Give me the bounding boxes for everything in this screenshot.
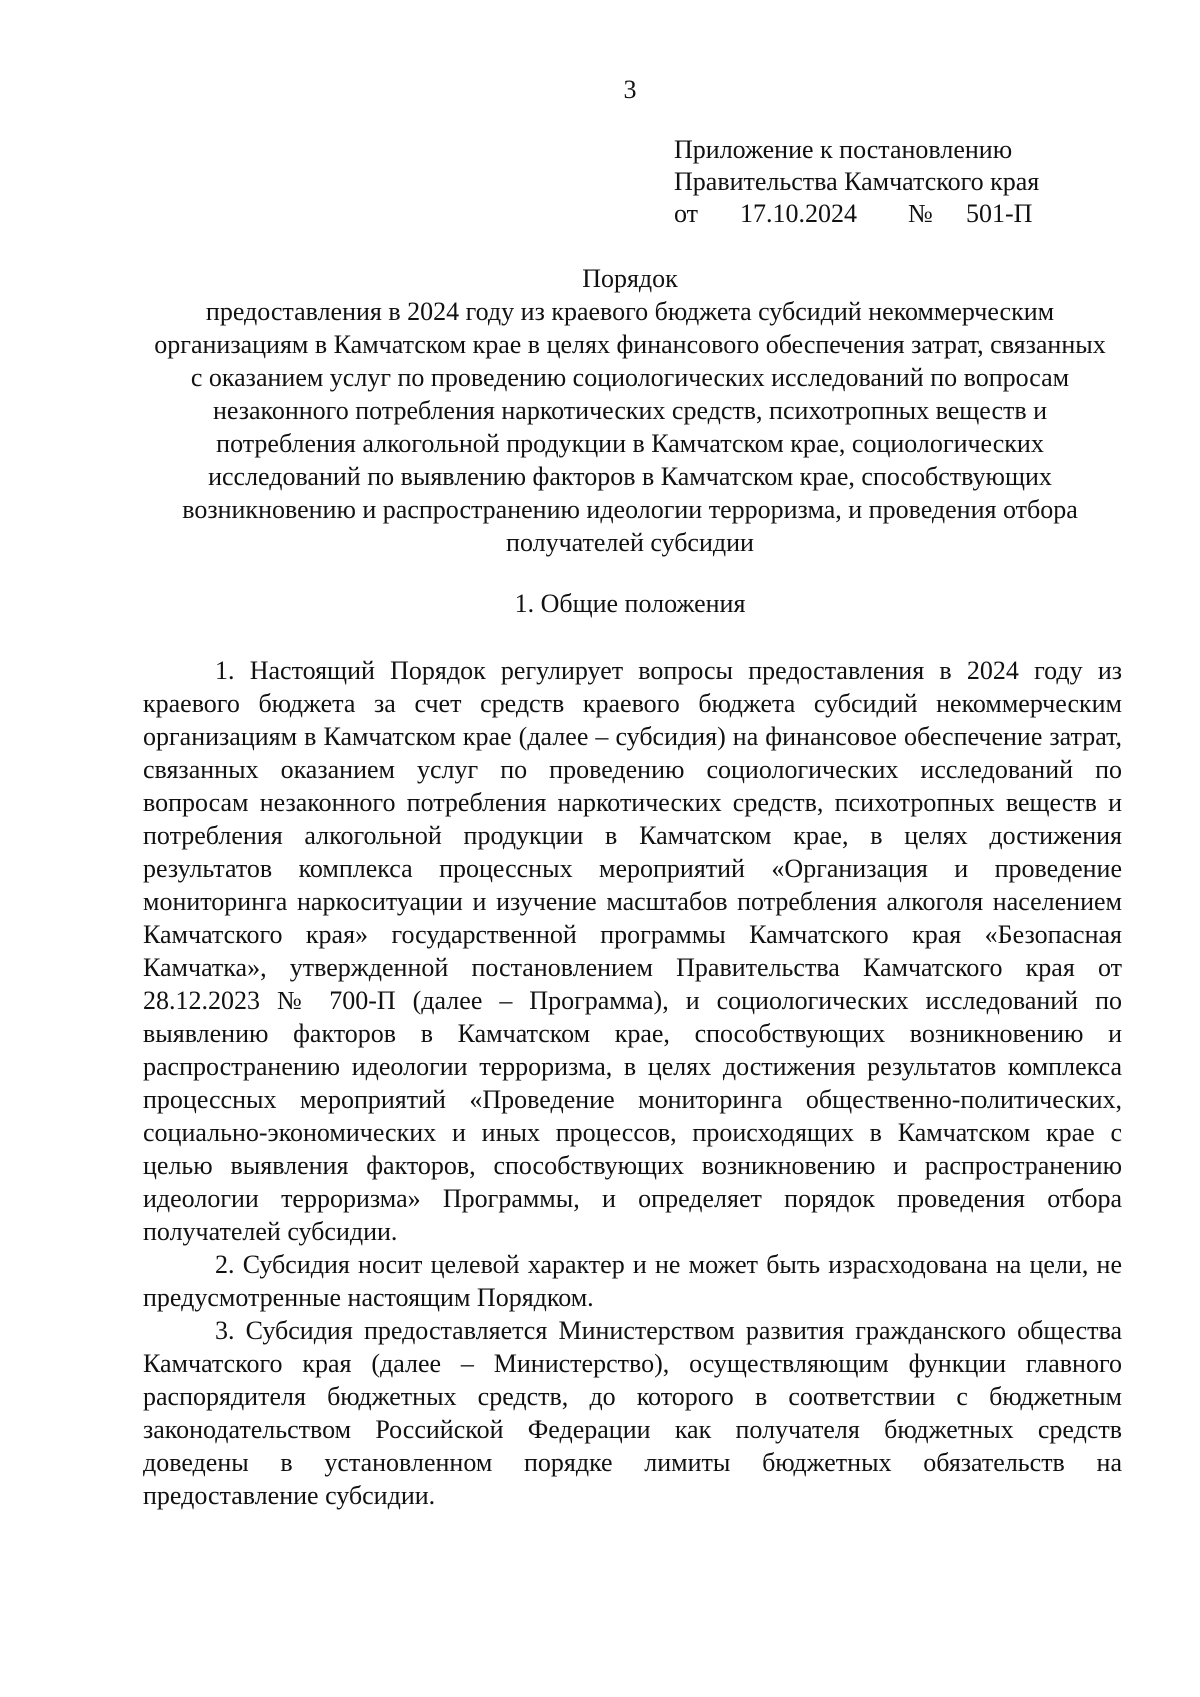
appendix-line-3 (674, 198, 1134, 230)
appendix-line-1: Приложение к постановлению (674, 135, 1013, 164)
appendix-header (674, 134, 1134, 230)
appendix-number-sign: № (908, 199, 933, 228)
document-title (150, 262, 1110, 559)
paragraph-1: 1. Настоящий Порядок регулирует вопросы предоставления в 2024 году из краевого бюджета за счет средств краевого бюджета субсидий некоммерческим организациям в Камчатском крае (далее – субсидия) на финансовое обеспечение затрат, связанных оказанием услуг по проведению социологических исследований по вопросам незаконного потребления наркотических средств, психотропных веществ и потребления алкогольной продукции в Камчатском крае, в целях достижения результатов комплекса процессных мероприятий «Организация и проведение мониторинга наркоситуации и изучение масштабов потребления алкоголя населением Камчатского края» государственной программы Камчатского края «Безопасная Камчатка», утвержденной постановлением Правительства Камчатского края от 28.12.2023 № 700-П (далее – Программа), и социологических исследований по выявлению факторов в Камчатском крае, способствующих возникновению и распространению идеологии терроризма, в целях достижения результатов комплекса процессных мероприятий «Проведение мониторинга общественно-политических, социально-экономических и иных процессов, происходящих в Камчатском крае с целью выявления факторов, способствующих возникновению и распространению идеологии терроризма» Программы, и определяет порядок проведения отбора получателей субсидии. (143, 656, 1122, 1246)
body-text (143, 654, 1122, 1512)
paragraph-3: 3. Субсидия предоставляется Министерством развития гражданского общества Камчатского края (далее – Министерство), осуществляющим функции главного распорядителя бюджетных средств, до которого в соответствии с бюджетным законодательством Российской Федерации как получателя бюджетных средств доведены в установленном порядке лимиты бюджетных обязательств на предоставление субсидии. (143, 1316, 1122, 1510)
appendix-from-label: от (674, 199, 699, 228)
section-heading: 1. Общие положения (514, 589, 746, 618)
paragraph-2: 2. Субсидия носит целевой характер и не может быть израсходована на цели, не предусмотренные настоящим Порядком. (143, 1250, 1122, 1312)
page-number: 3 (623, 75, 637, 104)
appendix-date: 17.10.2024 (740, 199, 857, 228)
title-heading: Порядок (582, 264, 678, 293)
title-text: предоставления в 2024 году из краевого бюджета субсидий некоммерческим организациям в Камчатском крае в целях финансового обеспечения затрат, связанных с оказанием услуг по проведению социологических исследований по вопросам незаконного потребления наркотических средств, психотропных веществ и потребления алкогольной продукции в Камчатском крае, социологических исследований по выявлению факторов в Камчатском крае, способствующих возникновению и распространению идеологии терроризма, и проведения отбора получателей субсидии (154, 297, 1106, 557)
appendix-number: 501-П (966, 199, 1033, 228)
appendix-line-2: Правительства Камчатского края (674, 167, 1040, 196)
